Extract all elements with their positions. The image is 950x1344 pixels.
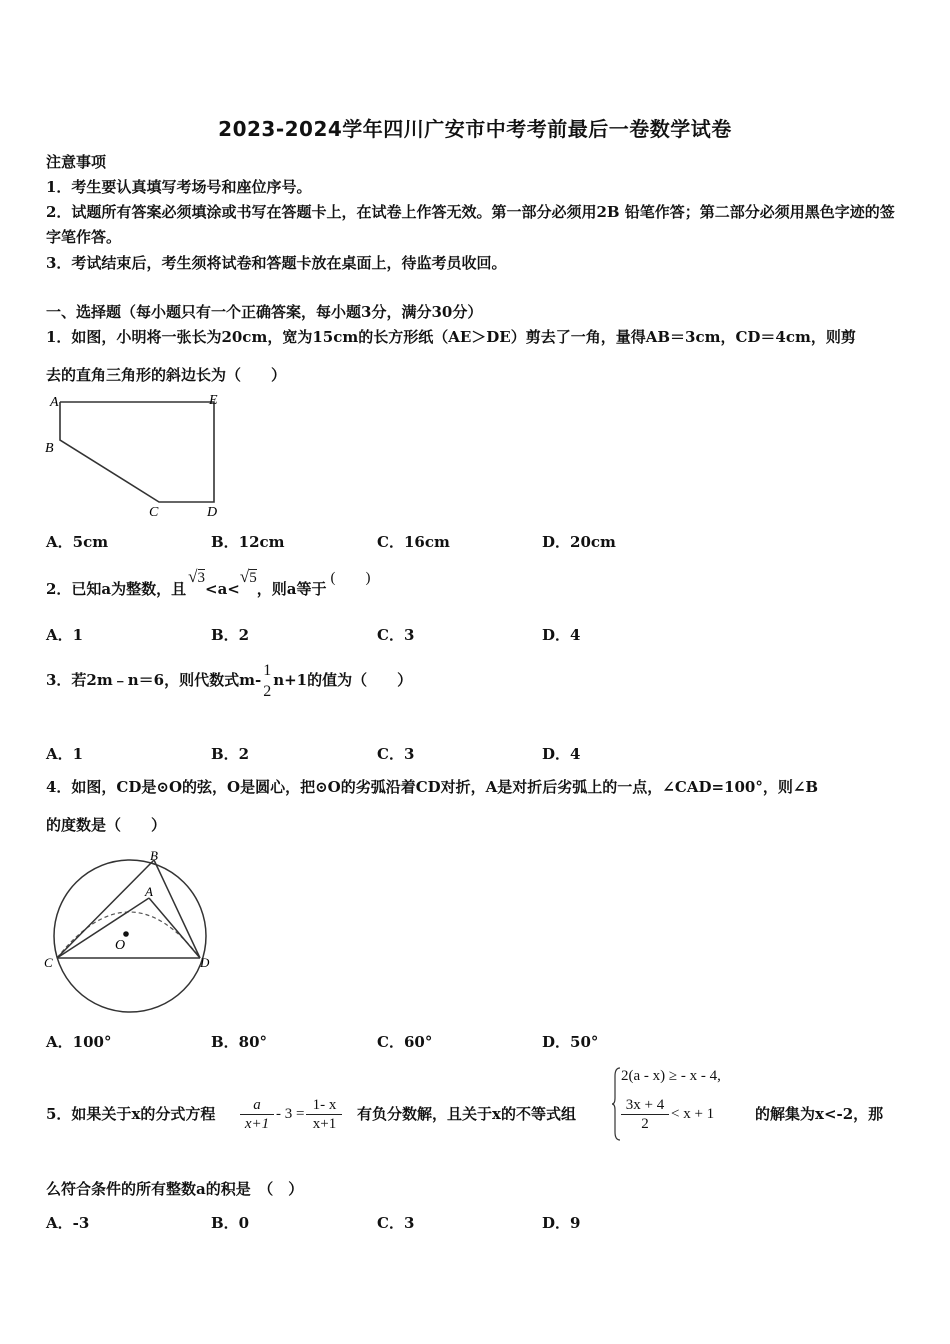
q4-option-a[interactable]: A．100° — [46, 1033, 112, 1051]
q2-post: ，则a等于 — [256, 580, 327, 598]
q5-eq-left-fraction: $\frac{a}{x+1}$ — [240, 1096, 274, 1133]
q5-post: 的解集为x<-2，那 — [755, 1105, 884, 1123]
q3-stem — [46, 660, 412, 702]
q4-stem-line2: 的度数是（ ） — [46, 816, 167, 834]
q1-label-e: E — [209, 393, 218, 408]
q2-sqrt-3: √3 — [188, 567, 206, 586]
q4-label-c: C — [44, 955, 53, 970]
q1-stem-line1: 1．如图，小明将一张长为20cm，宽为15cm的长方形纸（AE＞DE）剪去了一角，量得AB＝3cm，CD＝4cm，则剪 — [46, 328, 856, 346]
q3-option-b[interactable]: B．2 — [211, 745, 250, 763]
q5-eq-mid: - 3 = — [276, 1106, 305, 1122]
q3-pre: 3．若2m﹣n＝6，则代数式m- — [46, 671, 262, 689]
q2-mid: <a< — [205, 580, 240, 598]
q5-option-d[interactable]: D．9 — [542, 1214, 581, 1232]
q2-answer-paren: ( ) — [330, 570, 371, 586]
q2-pre: 2．已知a为整数，且 — [46, 580, 187, 598]
q1-option-d[interactable]: D．20cm — [542, 533, 616, 551]
q4-label-b: B — [150, 848, 158, 863]
q2-option-b[interactable]: B．2 — [211, 626, 250, 644]
q4-option-b[interactable]: B．80° — [211, 1033, 268, 1051]
page-title: 2023-2024学年四川广安市中考考前最后一卷数学试卷 — [218, 117, 732, 141]
q3-post: n+1的值为（ ） — [273, 671, 413, 689]
q3-option-a[interactable]: A．1 — [46, 745, 84, 763]
q5-sys-rhs: < x + 1 — [671, 1106, 715, 1122]
q1-figure — [44, 390, 234, 522]
notice-item-2: 2．试题所有答案必须填涂或书写在答题卡上，在试卷上作答无效。第一部分必须用2B 铅笔作答；第二部分必须用黑色字迹的签字笔作答。 — [46, 203, 895, 246]
q1-label-b: B — [45, 441, 54, 456]
q1-option-a[interactable]: A．5cm — [46, 533, 109, 551]
q3-fraction: 1 2 — [263, 662, 272, 700]
q4-label-d: D — [200, 955, 210, 970]
q4-stem-line1: 4．如图，CD是⊙O的弦，O是圆心，把⊙O的劣弧沿着CD对折，A是对折后劣弧上的一点，∠CAD=100°，则∠B — [46, 778, 819, 796]
notice-heading: 注意事项 — [46, 153, 107, 171]
q1-label-c: C — [149, 505, 159, 520]
q5-sys-fraction: $\frac{3x + 4}{2}$ — [621, 1096, 669, 1133]
q5-mid: 有负分数解，且关于x的不等式组 — [357, 1105, 576, 1123]
q2-option-c[interactable]: C．3 — [377, 626, 415, 644]
q5-stem-line2: 么符合条件的所有整数a的积是 （ ） — [46, 1180, 304, 1198]
q3-option-c[interactable]: C．3 — [377, 745, 415, 763]
q5-sys-line2 — [621, 1096, 714, 1133]
q5-equation — [240, 1096, 342, 1133]
q2-sqrt-5: √5 — [239, 567, 257, 586]
q1-label-a: A — [50, 395, 59, 410]
q3-option-d[interactable]: D．4 — [542, 745, 581, 763]
q1-label-d: D — [207, 505, 218, 520]
q1-option-b[interactable]: B．12cm — [211, 533, 285, 551]
q5-sys-line1: 2(a - x) ≥ - x - 4, — [621, 1068, 721, 1084]
q4-label-a: A — [145, 884, 153, 899]
q4-figure — [42, 846, 218, 1016]
notice-item-3: 3．考试结束后，考生须将试卷和答题卡放在桌面上，待监考员收回。 — [46, 254, 507, 272]
q4-option-c[interactable]: C．60° — [377, 1033, 433, 1051]
q4-option-d[interactable]: D．50° — [542, 1033, 599, 1051]
q5-inequality-system — [612, 1064, 742, 1144]
section-heading: 一、选择题（每小题只有一个正确答案，每小题3分，满分30分） — [46, 303, 483, 321]
q1-stem-line2: 去的直角三角形的斜边长为（ ） — [46, 366, 287, 384]
q5-pre: 5．如果关于x的分式方程 — [46, 1105, 216, 1123]
q5-option-a[interactable]: A．-3 — [46, 1214, 90, 1232]
q5-eq-right-fraction: $\frac{1- x}{x+1}$ — [306, 1096, 342, 1133]
q2-option-d[interactable]: D．4 — [542, 626, 581, 644]
q1-option-c[interactable]: C．16cm — [377, 533, 450, 551]
notice-item-1: 1．考生要认真填写考场号和座位序号。 — [46, 178, 312, 196]
q2-option-a[interactable]: A．1 — [46, 626, 84, 644]
q2-stem — [46, 566, 370, 606]
q5-option-c[interactable]: C．3 — [377, 1214, 415, 1232]
q5-option-b[interactable]: B．0 — [211, 1214, 250, 1232]
q4-label-o: O — [115, 938, 126, 953]
